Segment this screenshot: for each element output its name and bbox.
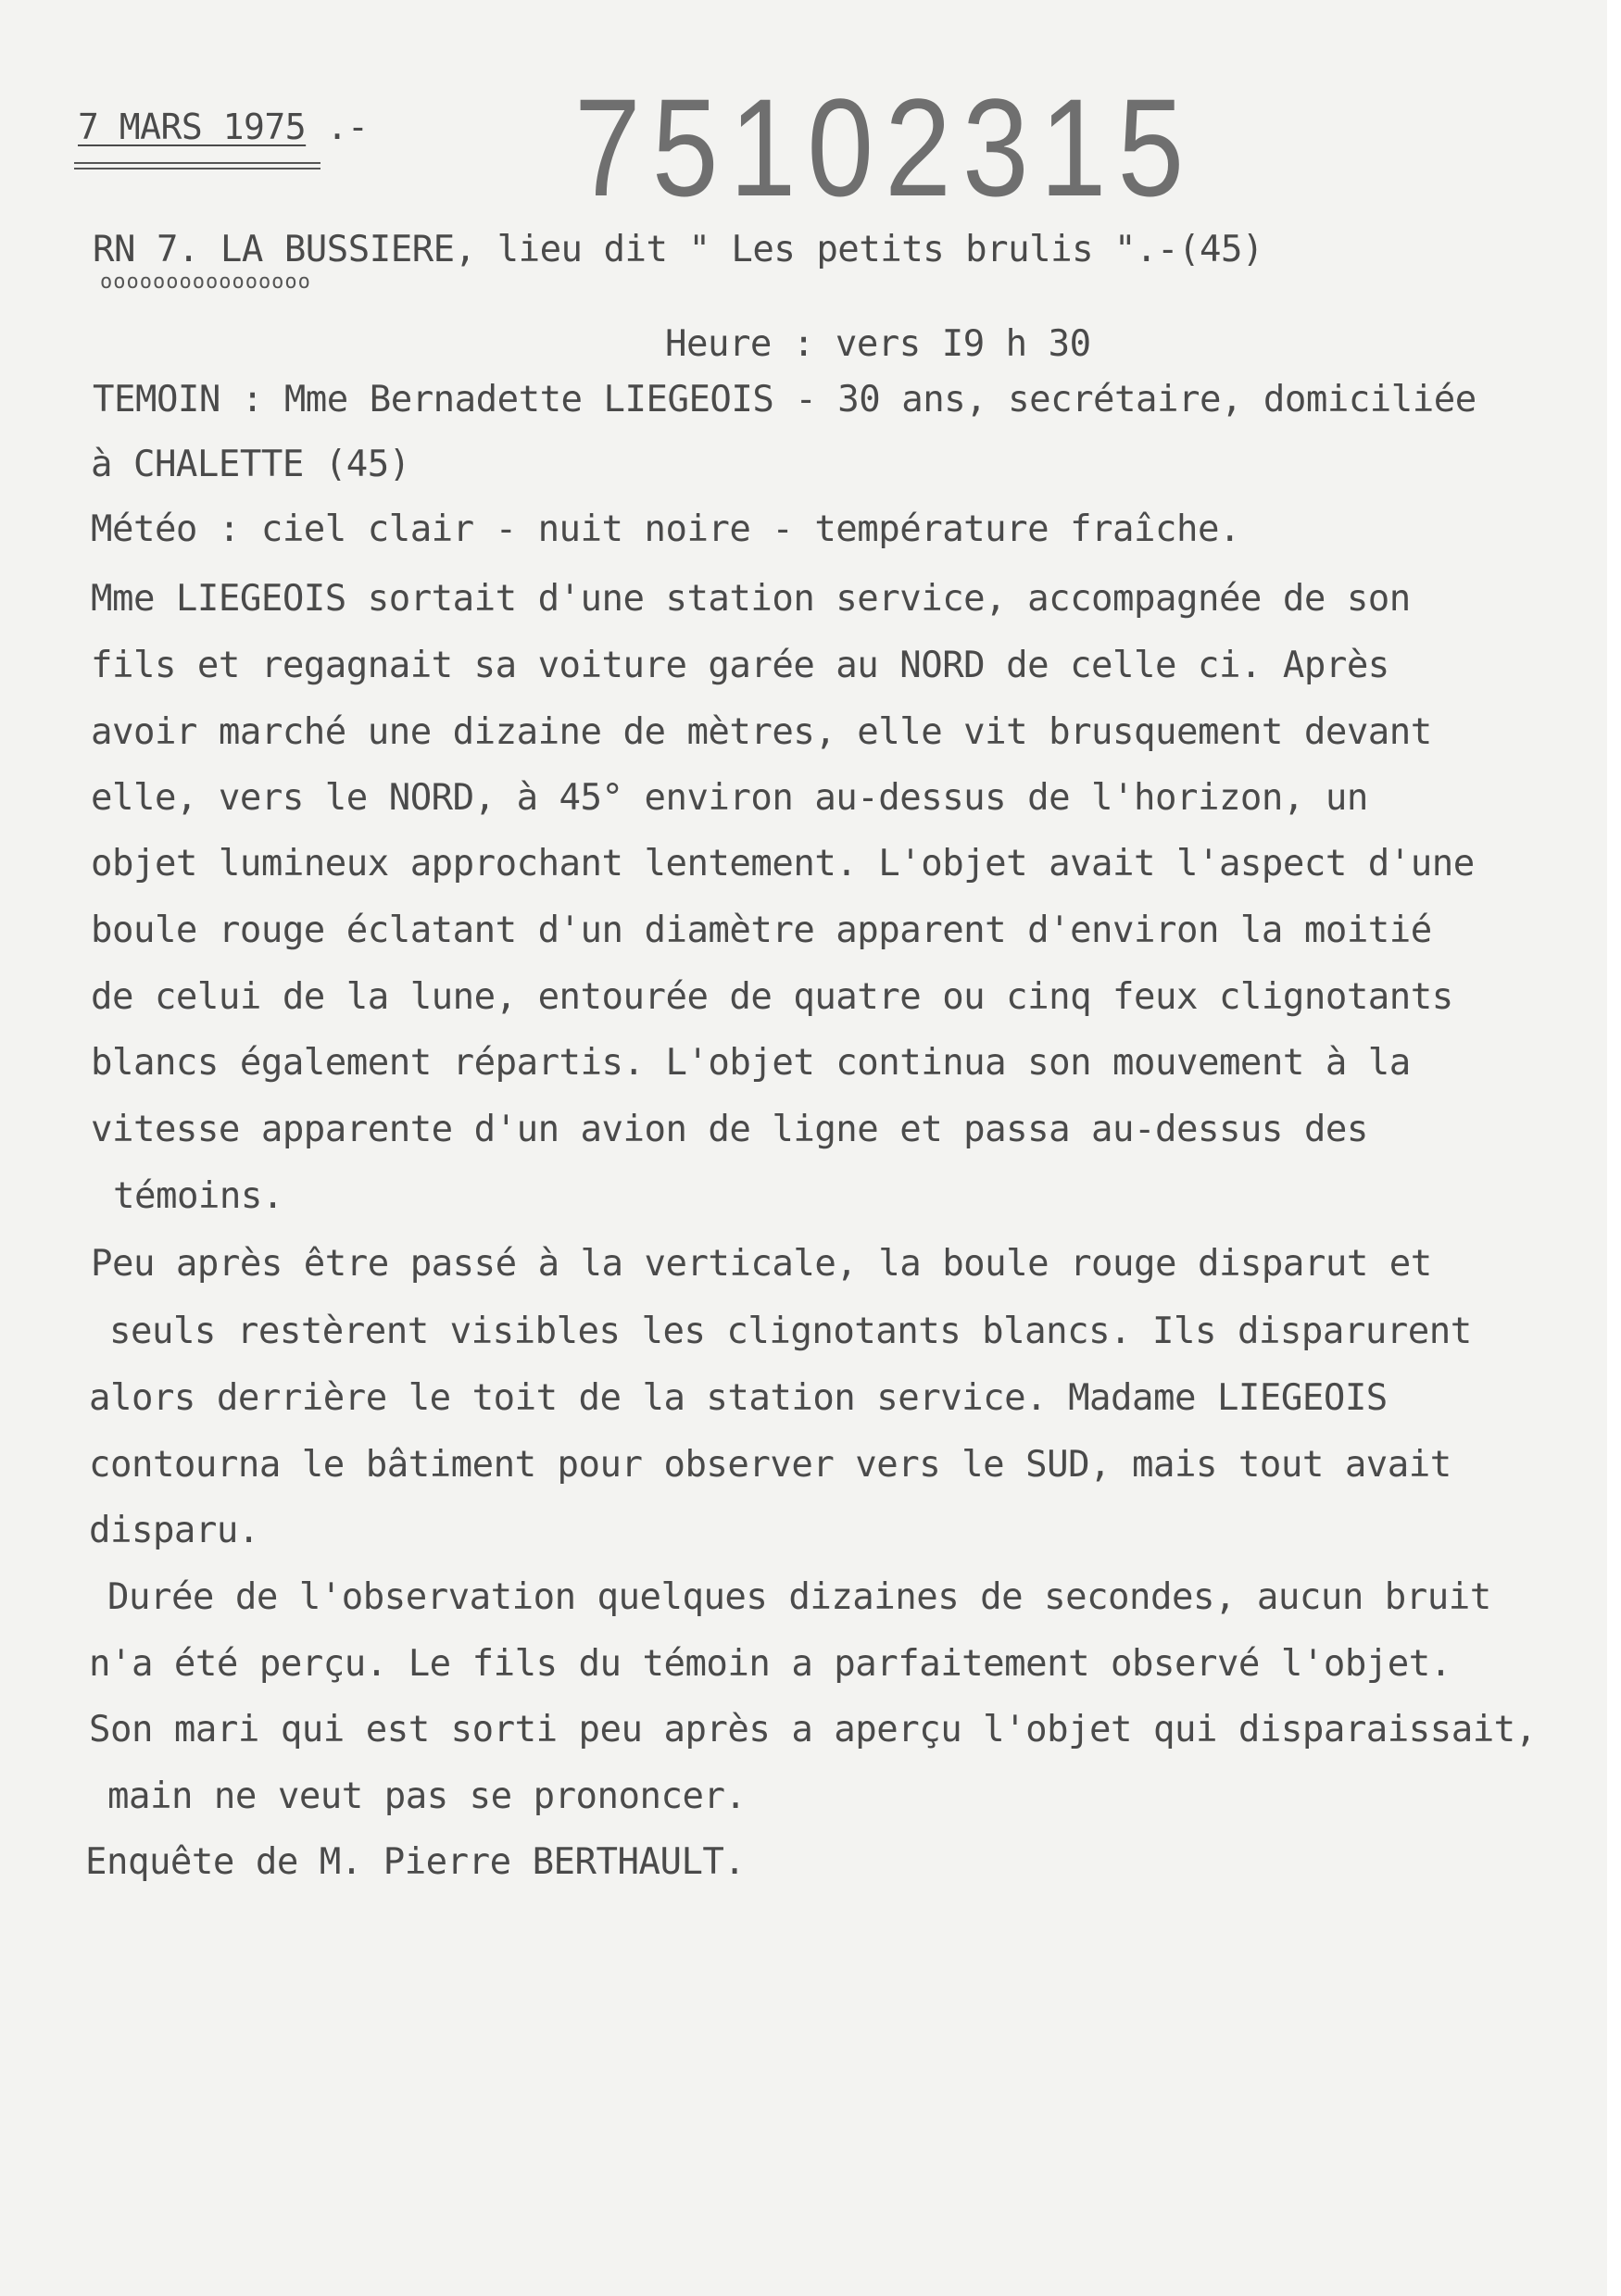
date-text: 7 MARS 1975 — [78, 107, 307, 147]
body-line: Mme LIEGEOIS sortait d'une station service, accompagnée de son — [91, 578, 1411, 620]
location-underline-circles: oooooooooooooooo — [100, 270, 311, 294]
body-line: blancs également répartis. L'objet continua son mouvement à la — [91, 1042, 1411, 1084]
investigator-line: Enquête de M. Pierre BERTHAULT. — [85, 1841, 746, 1883]
body-line: de celui de la lune, entourée de quatre ou cinq feux clignotants — [91, 976, 1453, 1018]
body-line: avoir marché une dizaine de mètres, elle vit brusquement devant — [91, 711, 1432, 753]
body-line: Son mari qui est sorti peu après a aperçu l'objet qui disparaissait, — [89, 1709, 1537, 1750]
witness-line: TEMOIN : Mme Bernadette LIEGEOIS - 30 ans, secrétaire, domiciliée — [93, 379, 1476, 420]
body-line: n'a été perçu. Le fils du témoin a parfaitement observé l'objet. — [89, 1643, 1451, 1685]
body-line: témoins. — [113, 1175, 283, 1217]
body-line: contourna le bâtiment pour observer vers le SUD, mais tout avait — [89, 1444, 1451, 1486]
weather-line: Météo : ciel clair - nuit noire - température fraîche. — [91, 508, 1240, 550]
date-suffix: .- — [326, 107, 369, 147]
body-line: fils et regagnait sa voiture garée au NORD de celle ci. Après — [91, 645, 1389, 686]
body-line: alors derrière le toit de la station service. Madame LIEGEOIS — [89, 1377, 1388, 1419]
body-line: Durée de l'observation quelques dizaines de secondes, aucun bruit — [107, 1576, 1491, 1618]
body-line: objet lumineux approchant lentement. L'objet avait l'aspect d'une — [91, 843, 1475, 885]
body-line: seuls restèrent visibles les clignotants blancs. Ils disparurent — [109, 1311, 1472, 1352]
time-of-observation: Heure : vers I9 h 30 — [665, 323, 1091, 365]
witness-address-line: à CHALETTE (45) — [91, 444, 410, 485]
body-line: vitesse apparente d'un avion de ligne et passa au-dessus des — [91, 1109, 1368, 1150]
body-line: disparu. — [89, 1510, 259, 1551]
body-line: Peu après être passé à la verticale, la boule rouge disparut et — [91, 1243, 1432, 1285]
body-line: boule rouge éclatant d'un diamètre apparent d'environ la moitié — [91, 910, 1432, 951]
location-heading: RN 7. LA BUSSIERE, lieu dit " Les petits brulis ".-(45) — [93, 229, 1263, 270]
body-line: elle, vers le NORD, à 45° environ au-dessus de l'horizon, un — [91, 777, 1368, 819]
document-date — [78, 107, 369, 147]
reference-stamp-number: 75102315 — [574, 69, 1196, 225]
date-double-rule — [74, 162, 320, 169]
body-line: main ne veut pas se prononcer. — [107, 1775, 747, 1817]
